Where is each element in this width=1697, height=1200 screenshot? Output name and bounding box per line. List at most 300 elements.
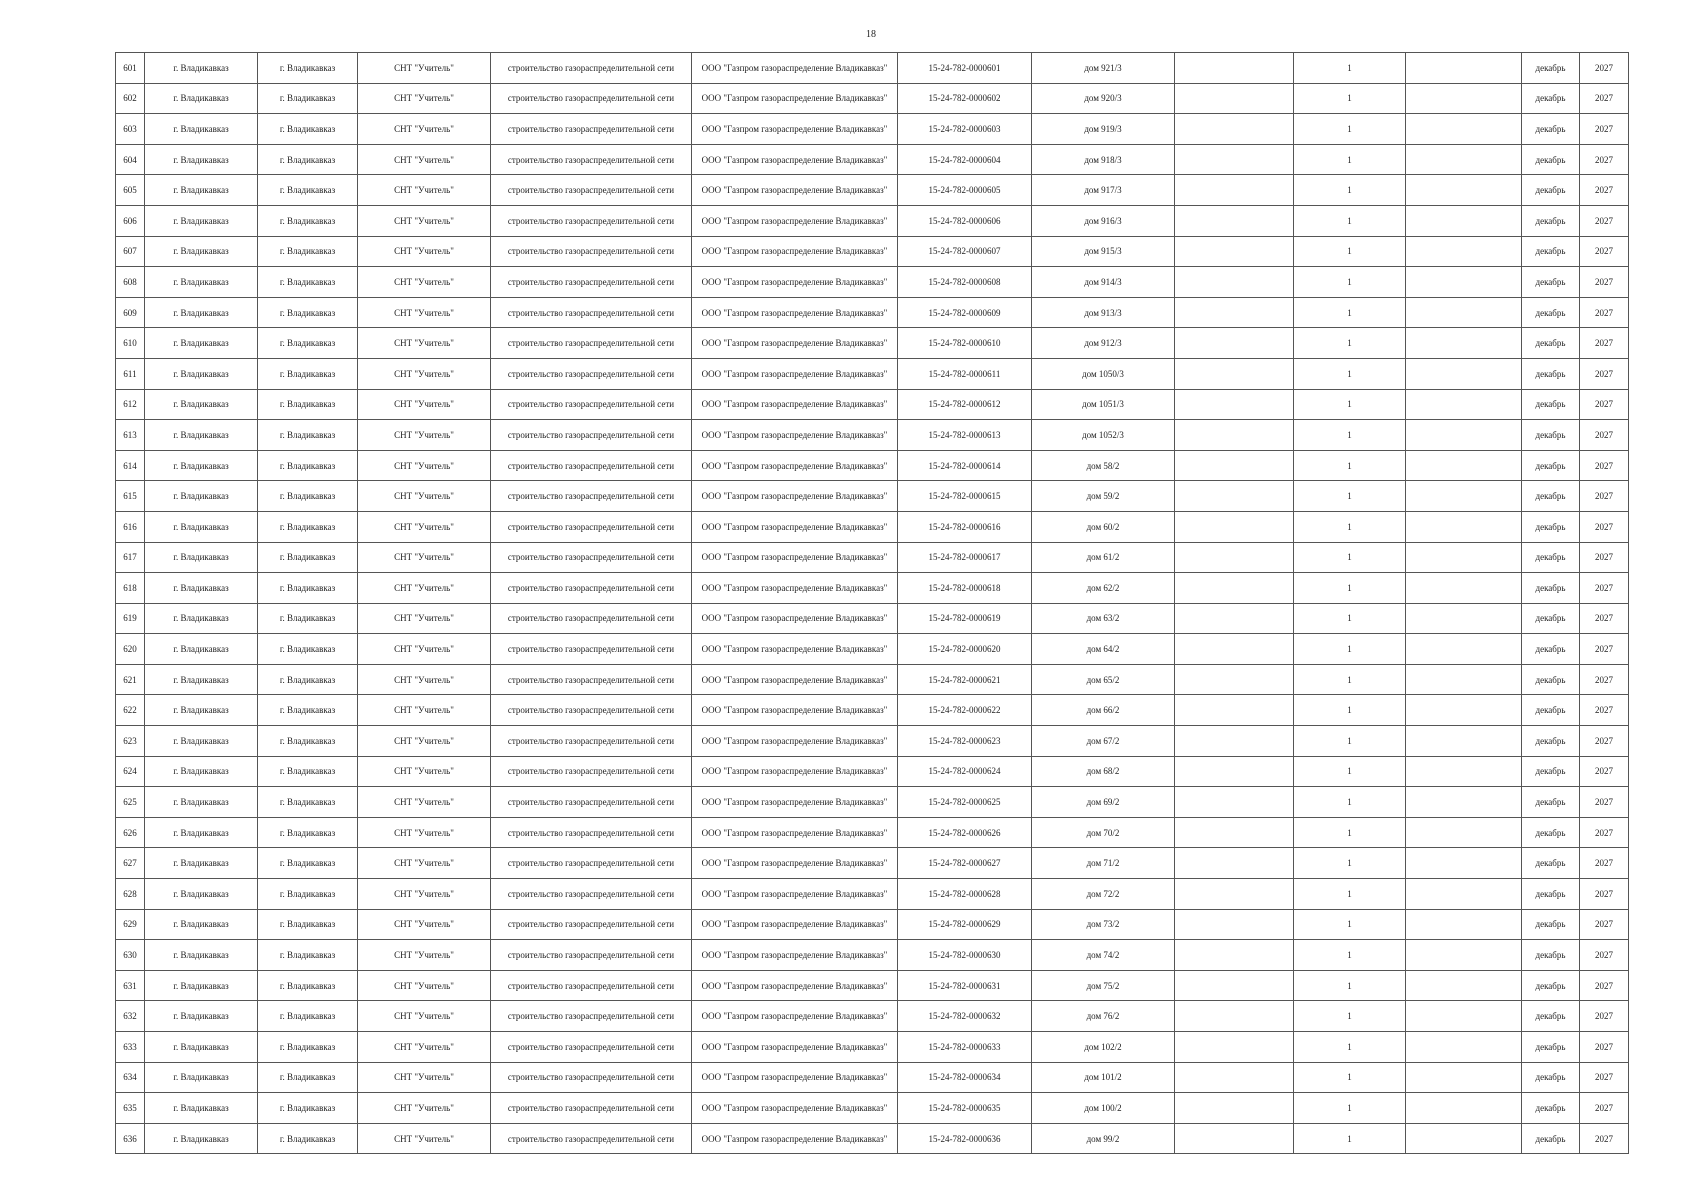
municipality-cell: г. Владикавказ xyxy=(145,879,258,910)
snt-cell: СНТ "Учитель" xyxy=(358,481,491,512)
row-number-cell: 624 xyxy=(116,756,145,787)
note-cell xyxy=(1406,481,1522,512)
organization-cell: ООО "Газпром газораспределение Владикавказ" xyxy=(692,358,898,389)
table-row xyxy=(116,970,1629,1001)
address-cell: дом 912/3 xyxy=(1032,328,1175,359)
year-cell: 2027 xyxy=(1580,83,1629,114)
snt-cell: СНТ "Учитель" xyxy=(358,817,491,848)
count-cell: 1 xyxy=(1294,236,1406,267)
work-type-cell: строительство газораспределительной сети xyxy=(491,389,692,420)
settlement-cell: г. Владикавказ xyxy=(258,267,358,298)
snt-cell: СНТ "Учитель" xyxy=(358,297,491,328)
row-number-cell: 609 xyxy=(116,297,145,328)
organization-cell: ООО "Газпром газораспределение Владикавказ" xyxy=(692,573,898,604)
object-code-cell: 15-24-782-0000613 xyxy=(898,420,1032,451)
municipality-cell: г. Владикавказ xyxy=(145,420,258,451)
table-row xyxy=(116,144,1629,175)
settlement-cell: г. Владикавказ xyxy=(258,879,358,910)
count-cell: 1 xyxy=(1294,909,1406,940)
municipality-cell: г. Владикавказ xyxy=(145,328,258,359)
object-code-cell: 15-24-782-0000602 xyxy=(898,83,1032,114)
object-code-cell: 15-24-782-0000624 xyxy=(898,756,1032,787)
extra-cell xyxy=(1175,114,1294,145)
object-code-cell: 15-24-782-0000620 xyxy=(898,634,1032,665)
settlement-cell: г. Владикавказ xyxy=(258,1062,358,1093)
count-cell: 1 xyxy=(1294,940,1406,971)
snt-cell: СНТ "Учитель" xyxy=(358,236,491,267)
extra-cell xyxy=(1175,1001,1294,1032)
organization-cell: ООО "Газпром газораспределение Владикавказ" xyxy=(692,1093,898,1124)
organization-cell: ООО "Газпром газораспределение Владикавказ" xyxy=(692,726,898,757)
note-cell xyxy=(1406,879,1522,910)
row-number-cell: 612 xyxy=(116,389,145,420)
year-cell: 2027 xyxy=(1580,542,1629,573)
table-row xyxy=(116,205,1629,236)
work-type-cell: строительство газораспределительной сети xyxy=(491,573,692,604)
count-cell: 1 xyxy=(1294,542,1406,573)
year-cell: 2027 xyxy=(1580,787,1629,818)
work-type-cell: строительство газораспределительной сети xyxy=(491,1123,692,1154)
municipality-cell: г. Владикавказ xyxy=(145,205,258,236)
settlement-cell: г. Владикавказ xyxy=(258,358,358,389)
month-cell: декабрь xyxy=(1522,664,1580,695)
table-row xyxy=(116,267,1629,298)
object-code-cell: 15-24-782-0000629 xyxy=(898,909,1032,940)
snt-cell: СНТ "Учитель" xyxy=(358,420,491,451)
work-type-cell: строительство газораспределительной сети xyxy=(491,450,692,481)
snt-cell: СНТ "Учитель" xyxy=(358,634,491,665)
extra-cell xyxy=(1175,970,1294,1001)
settlement-cell: г. Владикавказ xyxy=(258,1093,358,1124)
municipality-cell: г. Владикавказ xyxy=(145,1032,258,1063)
year-cell: 2027 xyxy=(1580,940,1629,971)
object-code-cell: 15-24-782-0000611 xyxy=(898,358,1032,389)
row-number-cell: 605 xyxy=(116,175,145,206)
address-cell: дом 917/3 xyxy=(1032,175,1175,206)
table-row xyxy=(116,817,1629,848)
table-row xyxy=(116,53,1629,84)
month-cell: декабрь xyxy=(1522,940,1580,971)
count-cell: 1 xyxy=(1294,1001,1406,1032)
count-cell: 1 xyxy=(1294,53,1406,84)
registry-table xyxy=(115,52,1629,1154)
organization-cell: ООО "Газпром газораспределение Владикавказ" xyxy=(692,940,898,971)
organization-cell: ООО "Газпром газораспределение Владикавказ" xyxy=(692,1123,898,1154)
month-cell: декабрь xyxy=(1522,511,1580,542)
count-cell: 1 xyxy=(1294,695,1406,726)
table-row xyxy=(116,450,1629,481)
month-cell: декабрь xyxy=(1522,1062,1580,1093)
settlement-cell: г. Владикавказ xyxy=(258,940,358,971)
address-cell: дом 1052/3 xyxy=(1032,420,1175,451)
settlement-cell: г. Владикавказ xyxy=(258,53,358,84)
count-cell: 1 xyxy=(1294,634,1406,665)
extra-cell xyxy=(1175,664,1294,695)
note-cell xyxy=(1406,83,1522,114)
object-code-cell: 15-24-782-0000618 xyxy=(898,573,1032,604)
municipality-cell: г. Владикавказ xyxy=(145,603,258,634)
address-cell: дом 1051/3 xyxy=(1032,389,1175,420)
work-type-cell: строительство газораспределительной сети xyxy=(491,879,692,910)
snt-cell: СНТ "Учитель" xyxy=(358,879,491,910)
extra-cell xyxy=(1175,1062,1294,1093)
table-row xyxy=(116,1062,1629,1093)
table-row xyxy=(116,726,1629,757)
organization-cell: ООО "Газпром газораспределение Владикавказ" xyxy=(692,389,898,420)
year-cell: 2027 xyxy=(1580,53,1629,84)
settlement-cell: г. Владикавказ xyxy=(258,909,358,940)
month-cell: декабрь xyxy=(1522,542,1580,573)
snt-cell: СНТ "Учитель" xyxy=(358,848,491,879)
table-row xyxy=(116,358,1629,389)
note-cell xyxy=(1406,1001,1522,1032)
snt-cell: СНТ "Учитель" xyxy=(358,573,491,604)
object-code-cell: 15-24-782-0000622 xyxy=(898,695,1032,726)
work-type-cell: строительство газораспределительной сети xyxy=(491,756,692,787)
work-type-cell: строительство газораспределительной сети xyxy=(491,205,692,236)
year-cell: 2027 xyxy=(1580,297,1629,328)
organization-cell: ООО "Газпром газораспределение Владикавказ" xyxy=(692,267,898,298)
settlement-cell: г. Владикавказ xyxy=(258,144,358,175)
snt-cell: СНТ "Учитель" xyxy=(358,726,491,757)
address-cell: дом 918/3 xyxy=(1032,144,1175,175)
count-cell: 1 xyxy=(1294,267,1406,298)
row-number-cell: 615 xyxy=(116,481,145,512)
note-cell xyxy=(1406,542,1522,573)
organization-cell: ООО "Газпром газораспределение Владикавказ" xyxy=(692,787,898,818)
note-cell xyxy=(1406,970,1522,1001)
year-cell: 2027 xyxy=(1580,236,1629,267)
municipality-cell: г. Владикавказ xyxy=(145,726,258,757)
row-number-cell: 623 xyxy=(116,726,145,757)
address-cell: дом 100/2 xyxy=(1032,1093,1175,1124)
settlement-cell: г. Владикавказ xyxy=(258,1123,358,1154)
snt-cell: СНТ "Учитель" xyxy=(358,970,491,1001)
address-cell: дом 919/3 xyxy=(1032,114,1175,145)
month-cell: декабрь xyxy=(1522,389,1580,420)
table-row xyxy=(116,542,1629,573)
extra-cell xyxy=(1175,634,1294,665)
object-code-cell: 15-24-782-0000601 xyxy=(898,53,1032,84)
table-row xyxy=(116,634,1629,665)
address-cell: дом 63/2 xyxy=(1032,603,1175,634)
snt-cell: СНТ "Учитель" xyxy=(358,756,491,787)
row-number-cell: 607 xyxy=(116,236,145,267)
month-cell: декабрь xyxy=(1522,848,1580,879)
note-cell xyxy=(1406,389,1522,420)
object-code-cell: 15-24-782-0000627 xyxy=(898,848,1032,879)
row-number-cell: 602 xyxy=(116,83,145,114)
note-cell xyxy=(1406,1123,1522,1154)
settlement-cell: г. Владикавказ xyxy=(258,542,358,573)
work-type-cell: строительство газораспределительной сети xyxy=(491,726,692,757)
year-cell: 2027 xyxy=(1580,848,1629,879)
work-type-cell: строительство газораспределительной сети xyxy=(491,267,692,298)
note-cell xyxy=(1406,695,1522,726)
month-cell: декабрь xyxy=(1522,53,1580,84)
organization-cell: ООО "Газпром газораспределение Владикавказ" xyxy=(692,205,898,236)
snt-cell: СНТ "Учитель" xyxy=(358,144,491,175)
count-cell: 1 xyxy=(1294,144,1406,175)
year-cell: 2027 xyxy=(1580,634,1629,665)
work-type-cell: строительство газораспределительной сети xyxy=(491,940,692,971)
settlement-cell: г. Владикавказ xyxy=(258,236,358,267)
settlement-cell: г. Владикавказ xyxy=(258,481,358,512)
work-type-cell: строительство газораспределительной сети xyxy=(491,83,692,114)
month-cell: декабрь xyxy=(1522,205,1580,236)
settlement-cell: г. Владикавказ xyxy=(258,970,358,1001)
row-number-cell: 614 xyxy=(116,450,145,481)
row-number-cell: 622 xyxy=(116,695,145,726)
settlement-cell: г. Владикавказ xyxy=(258,297,358,328)
organization-cell: ООО "Газпром газораспределение Владикавказ" xyxy=(692,848,898,879)
snt-cell: СНТ "Учитель" xyxy=(358,940,491,971)
municipality-cell: г. Владикавказ xyxy=(145,114,258,145)
count-cell: 1 xyxy=(1294,358,1406,389)
row-number-cell: 628 xyxy=(116,879,145,910)
extra-cell xyxy=(1175,542,1294,573)
note-cell xyxy=(1406,726,1522,757)
snt-cell: СНТ "Учитель" xyxy=(358,267,491,298)
month-cell: декабрь xyxy=(1522,634,1580,665)
snt-cell: СНТ "Учитель" xyxy=(358,205,491,236)
year-cell: 2027 xyxy=(1580,358,1629,389)
snt-cell: СНТ "Учитель" xyxy=(358,542,491,573)
work-type-cell: строительство газораспределительной сети xyxy=(491,297,692,328)
organization-cell: ООО "Газпром газораспределение Владикавказ" xyxy=(692,481,898,512)
municipality-cell: г. Владикавказ xyxy=(145,236,258,267)
work-type-cell: строительство газораспределительной сети xyxy=(491,817,692,848)
object-code-cell: 15-24-782-0000606 xyxy=(898,205,1032,236)
month-cell: декабрь xyxy=(1522,450,1580,481)
object-code-cell: 15-24-782-0000626 xyxy=(898,817,1032,848)
count-cell: 1 xyxy=(1294,787,1406,818)
count-cell: 1 xyxy=(1294,83,1406,114)
settlement-cell: г. Владикавказ xyxy=(258,328,358,359)
object-code-cell: 15-24-782-0000619 xyxy=(898,603,1032,634)
count-cell: 1 xyxy=(1294,573,1406,604)
year-cell: 2027 xyxy=(1580,1032,1629,1063)
address-cell: дом 74/2 xyxy=(1032,940,1175,971)
count-cell: 1 xyxy=(1294,848,1406,879)
count-cell: 1 xyxy=(1294,481,1406,512)
count-cell: 1 xyxy=(1294,726,1406,757)
note-cell xyxy=(1406,175,1522,206)
row-number-cell: 606 xyxy=(116,205,145,236)
object-code-cell: 15-24-782-0000614 xyxy=(898,450,1032,481)
organization-cell: ООО "Газпром газораспределение Владикавказ" xyxy=(692,970,898,1001)
snt-cell: СНТ "Учитель" xyxy=(358,787,491,818)
extra-cell xyxy=(1175,756,1294,787)
organization-cell: ООО "Газпром газораспределение Владикавказ" xyxy=(692,175,898,206)
table-row xyxy=(116,848,1629,879)
address-cell: дом 72/2 xyxy=(1032,879,1175,910)
object-code-cell: 15-24-782-0000609 xyxy=(898,297,1032,328)
address-cell: дом 66/2 xyxy=(1032,695,1175,726)
month-cell: декабрь xyxy=(1522,481,1580,512)
month-cell: декабрь xyxy=(1522,1093,1580,1124)
row-number-cell: 630 xyxy=(116,940,145,971)
municipality-cell: г. Владикавказ xyxy=(145,53,258,84)
registry-body xyxy=(116,53,1629,1154)
snt-cell: СНТ "Учитель" xyxy=(358,1062,491,1093)
municipality-cell: г. Владикавказ xyxy=(145,940,258,971)
work-type-cell: строительство газораспределительной сети xyxy=(491,787,692,818)
address-cell: дом 69/2 xyxy=(1032,787,1175,818)
extra-cell xyxy=(1175,603,1294,634)
object-code-cell: 15-24-782-0000635 xyxy=(898,1093,1032,1124)
snt-cell: СНТ "Учитель" xyxy=(358,511,491,542)
work-type-cell: строительство газораспределительной сети xyxy=(491,542,692,573)
municipality-cell: г. Владикавказ xyxy=(145,970,258,1001)
note-cell xyxy=(1406,848,1522,879)
snt-cell: СНТ "Учитель" xyxy=(358,114,491,145)
address-cell: дом 99/2 xyxy=(1032,1123,1175,1154)
year-cell: 2027 xyxy=(1580,603,1629,634)
row-number-cell: 631 xyxy=(116,970,145,1001)
year-cell: 2027 xyxy=(1580,726,1629,757)
year-cell: 2027 xyxy=(1580,328,1629,359)
year-cell: 2027 xyxy=(1580,1093,1629,1124)
year-cell: 2027 xyxy=(1580,144,1629,175)
note-cell xyxy=(1406,328,1522,359)
work-type-cell: строительство газораспределительной сети xyxy=(491,634,692,665)
row-number-cell: 626 xyxy=(116,817,145,848)
row-number-cell: 617 xyxy=(116,542,145,573)
organization-cell: ООО "Газпром газораспределение Владикавказ" xyxy=(692,328,898,359)
year-cell: 2027 xyxy=(1580,267,1629,298)
extra-cell xyxy=(1175,1032,1294,1063)
snt-cell: СНТ "Учитель" xyxy=(358,695,491,726)
municipality-cell: г. Владикавказ xyxy=(145,695,258,726)
table-row xyxy=(116,695,1629,726)
row-number-cell: 608 xyxy=(116,267,145,298)
row-number-cell: 625 xyxy=(116,787,145,818)
row-number-cell: 634 xyxy=(116,1062,145,1093)
year-cell: 2027 xyxy=(1580,879,1629,910)
extra-cell xyxy=(1175,389,1294,420)
count-cell: 1 xyxy=(1294,603,1406,634)
note-cell xyxy=(1406,236,1522,267)
settlement-cell: г. Владикавказ xyxy=(258,756,358,787)
organization-cell: ООО "Газпром газораспределение Владикавказ" xyxy=(692,1001,898,1032)
note-cell xyxy=(1406,420,1522,451)
count-cell: 1 xyxy=(1294,175,1406,206)
work-type-cell: строительство газораспределительной сети xyxy=(491,175,692,206)
count-cell: 1 xyxy=(1294,664,1406,695)
count-cell: 1 xyxy=(1294,297,1406,328)
settlement-cell: г. Владикавказ xyxy=(258,114,358,145)
row-number-cell: 621 xyxy=(116,664,145,695)
count-cell: 1 xyxy=(1294,970,1406,1001)
table-row xyxy=(116,909,1629,940)
count-cell: 1 xyxy=(1294,817,1406,848)
row-number-cell: 616 xyxy=(116,511,145,542)
month-cell: декабрь xyxy=(1522,267,1580,298)
settlement-cell: г. Владикавказ xyxy=(258,573,358,604)
table-row xyxy=(116,756,1629,787)
extra-cell xyxy=(1175,420,1294,451)
municipality-cell: г. Владикавказ xyxy=(145,664,258,695)
note-cell xyxy=(1406,358,1522,389)
work-type-cell: строительство газораспределительной сети xyxy=(491,970,692,1001)
year-cell: 2027 xyxy=(1580,756,1629,787)
month-cell: декабрь xyxy=(1522,236,1580,267)
address-cell: дом 915/3 xyxy=(1032,236,1175,267)
settlement-cell: г. Владикавказ xyxy=(258,389,358,420)
address-cell: дом 101/2 xyxy=(1032,1062,1175,1093)
municipality-cell: г. Владикавказ xyxy=(145,83,258,114)
organization-cell: ООО "Газпром газораспределение Владикавказ" xyxy=(692,695,898,726)
month-cell: декабрь xyxy=(1522,695,1580,726)
municipality-cell: г. Владикавказ xyxy=(145,787,258,818)
row-number-cell: 603 xyxy=(116,114,145,145)
object-code-cell: 15-24-782-0000630 xyxy=(898,940,1032,971)
municipality-cell: г. Владикавказ xyxy=(145,848,258,879)
table-row xyxy=(116,940,1629,971)
year-cell: 2027 xyxy=(1580,909,1629,940)
table-row xyxy=(116,603,1629,634)
work-type-cell: строительство газораспределительной сети xyxy=(491,909,692,940)
municipality-cell: г. Владикавказ xyxy=(145,1001,258,1032)
snt-cell: СНТ "Учитель" xyxy=(358,83,491,114)
note-cell xyxy=(1406,53,1522,84)
organization-cell: ООО "Газпром газораспределение Владикавказ" xyxy=(692,634,898,665)
organization-cell: ООО "Газпром газораспределение Владикавказ" xyxy=(692,236,898,267)
note-cell xyxy=(1406,205,1522,236)
settlement-cell: г. Владикавказ xyxy=(258,420,358,451)
address-cell: дом 920/3 xyxy=(1032,83,1175,114)
row-number-cell: 620 xyxy=(116,634,145,665)
snt-cell: СНТ "Учитель" xyxy=(358,1123,491,1154)
count-cell: 1 xyxy=(1294,420,1406,451)
month-cell: декабрь xyxy=(1522,970,1580,1001)
month-cell: декабрь xyxy=(1522,603,1580,634)
settlement-cell: г. Владикавказ xyxy=(258,817,358,848)
count-cell: 1 xyxy=(1294,1093,1406,1124)
object-code-cell: 15-24-782-0000608 xyxy=(898,267,1032,298)
table-row xyxy=(116,481,1629,512)
row-number-cell: 618 xyxy=(116,573,145,604)
extra-cell xyxy=(1175,358,1294,389)
note-cell xyxy=(1406,144,1522,175)
note-cell xyxy=(1406,603,1522,634)
object-code-cell: 15-24-782-0000603 xyxy=(898,114,1032,145)
extra-cell xyxy=(1175,940,1294,971)
address-cell: дом 62/2 xyxy=(1032,573,1175,604)
row-number-cell: 629 xyxy=(116,909,145,940)
month-cell: декабрь xyxy=(1522,1032,1580,1063)
count-cell: 1 xyxy=(1294,756,1406,787)
year-cell: 2027 xyxy=(1580,1123,1629,1154)
object-code-cell: 15-24-782-0000616 xyxy=(898,511,1032,542)
object-code-cell: 15-24-782-0000634 xyxy=(898,1062,1032,1093)
month-cell: декабрь xyxy=(1522,175,1580,206)
municipality-cell: г. Владикавказ xyxy=(145,297,258,328)
work-type-cell: строительство газораспределительной сети xyxy=(491,358,692,389)
note-cell xyxy=(1406,573,1522,604)
year-cell: 2027 xyxy=(1580,573,1629,604)
municipality-cell: г. Владикавказ xyxy=(145,817,258,848)
work-type-cell: строительство газораспределительной сети xyxy=(491,848,692,879)
work-type-cell: строительство газораспределительной сети xyxy=(491,236,692,267)
organization-cell: ООО "Газпром газораспределение Владикавказ" xyxy=(692,420,898,451)
address-cell: дом 916/3 xyxy=(1032,205,1175,236)
count-cell: 1 xyxy=(1294,1032,1406,1063)
address-cell: дом 71/2 xyxy=(1032,848,1175,879)
count-cell: 1 xyxy=(1294,879,1406,910)
snt-cell: СНТ "Учитель" xyxy=(358,909,491,940)
